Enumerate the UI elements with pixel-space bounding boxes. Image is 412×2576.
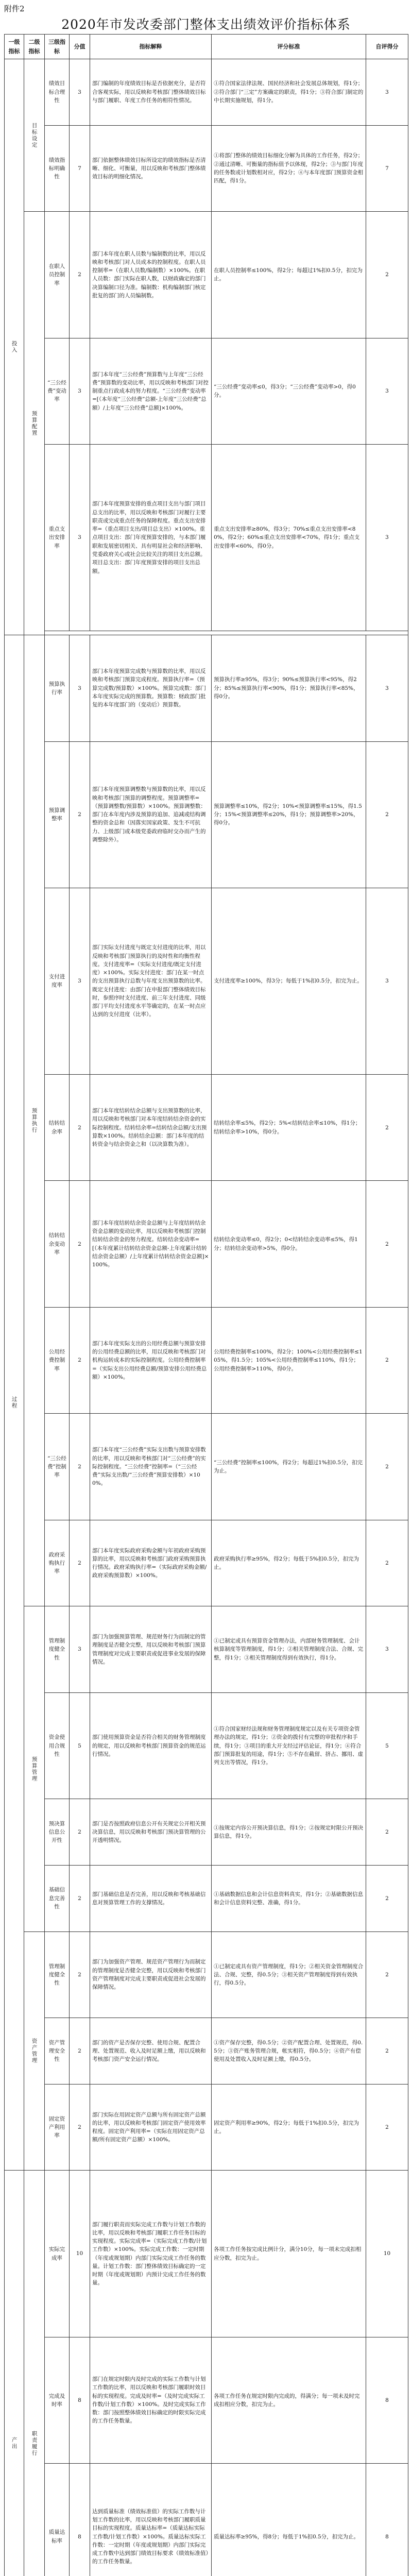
level3-cell: 固定资产利用率 (45, 2084, 70, 2171)
level3-cell: 在职人员控制率 (45, 212, 70, 338)
standard-cell: ①已制定或具有预算资金管理办法，内部财务管理制度、会计核算制度等管理制度，得1分；②相关管理制度合法、合规、完整，得1分；③相关管理制度得到有效执行，得1分。 (212, 1606, 366, 1693)
standard-cell: ①符合国家财经法规和财务管理制度规定以及有关专项资金管理办法的规定，得1分；②资金的拨付有完整的审批程序和手续，得1分；③项目的重大开支经过评估论证，得1分；④符合部门预算批复的用途，得1分；⑤不存在截留、挤占、挪用、虚列支出等情况，得1分。 (212, 1692, 366, 1799)
standard-cell: 各项工作任务在规定时限内完成的，得满分；每一项未及时完成扣相应分数，扣完为止。 (212, 2337, 366, 2463)
level2-asset-management: 资产管理 (24, 1931, 45, 2171)
level2-budget-execution: 预算执行 (24, 635, 45, 1606)
table-row (5, 59, 408, 126)
score-cell: 2 (366, 1866, 408, 1932)
table-row (5, 635, 408, 741)
table-row (5, 212, 408, 338)
standard-cell: 固定资产利用率≥90%，得2分；每低于1%扣0.5分，扣完为止。 (212, 2084, 366, 2171)
table-row (5, 1075, 408, 1181)
level3-cell: 基础信息完善性 (45, 1866, 70, 1932)
level3-cell: 预决算信息公开性 (45, 1799, 70, 1866)
score-cell: 2 (366, 1520, 408, 1606)
weight-cell: 2 (70, 1414, 90, 1520)
table-row (5, 741, 408, 888)
standard-cell: 结转结余率≤5%，得2分；5%<结转结余率≤10%，得1分；结转结余率>10%，得0分。 (212, 1075, 366, 1181)
level3-cell: 公用经费控制率 (45, 1307, 70, 1413)
description-cell: 部门为加强预算管理、规范财务行为而制定的管理制度是否健全完整，用以反映和考核部门预算管理制度对完成主要职责或促进事业发展的保障情况。 (90, 1606, 212, 1693)
standard-cell: 结转结余变动率≤0，得2分；0<结转结余变动率≤5%，得1分；结转结余变动率>5%，得0分。 (212, 1181, 366, 1307)
score-cell: 3 (366, 635, 408, 741)
weight-cell: 2 (70, 1931, 90, 2018)
standard-cell: ①按规定内容公开预决算信息，得1分；②按规定时限公开预决算信息，得1分。 (212, 1799, 366, 1866)
header-weight: 分值 (70, 35, 90, 59)
level3-cell: 实际完成率 (45, 2171, 70, 2337)
header-description: 指标解释 (90, 35, 212, 59)
table-row (5, 2464, 408, 2576)
weight-cell: 2 (70, 1866, 90, 1932)
score-cell: 10 (366, 2171, 408, 2337)
score-cell: 3 (366, 338, 408, 444)
level3-cell: 管理制度健全性 (45, 1931, 70, 2018)
standard-cell: 支付进度率≥100%，得3分；每低于1%扣0.5分，扣完为止。 (212, 888, 366, 1074)
level1-process: 过程 (5, 635, 24, 2171)
standard-cell: 在职人员控制率≤100%，得2分；每超过1%扣0.5分，扣完为止。 (212, 212, 366, 338)
score-cell: 2 (366, 741, 408, 888)
level1-output: 产出 (5, 2171, 24, 2576)
score-cell: 2 (366, 212, 408, 338)
description-cell: 部门编制的年度绩效目标是否依据充分，是否符合客观实际，用以反映和考核部门整体绩效目标与部门履职、年度工作任务的相符性情况。 (90, 59, 212, 126)
weight-cell: 2 (70, 1520, 90, 1606)
table-row (5, 1799, 408, 1866)
table-row (5, 2337, 408, 2463)
attachment-label: 附件2 (4, 4, 25, 13)
score-cell: 8 (366, 2337, 408, 2463)
level2-duty-performance: 职责履行 (24, 2171, 45, 2576)
level3-cell: 预算调整率 (45, 741, 70, 888)
description-cell: 部门依据整体绩效目标所设定的绩效指标是否清晰、细化、可衡量，用以反映和考核部门整体绩效目标的明细化情况。 (90, 125, 212, 212)
level3-cell: 预算执行率 (45, 635, 70, 741)
level3-cell: 结转结余率 (45, 1075, 70, 1181)
table-row (5, 1606, 408, 1693)
table-row (5, 888, 408, 1074)
table-row (5, 1931, 408, 2018)
standard-cell: 重点支出安排率≥80%，得3分；70%≤重点支出安排率<80%，得2分；60%≤重点支出安排率<70%，得1分；重点支出安排率<60%，得0分。 (212, 445, 366, 631)
description-cell: 部门为加强资产管理、规范资产管理行为而制定的管理制度是否健全完整，用以反映和考核部门资产管理制度对完成主要职责或促进社会发展的保障情况。 (90, 1931, 212, 2018)
standard-cell: 预算执行率≥95%，得3分；90%≤预算执行率<95%，得2分；85%≤预算执行率<90%，得1分；预算执行率<85%，得0分。 (212, 635, 366, 741)
score-cell: 2 (366, 1931, 408, 2018)
level3-cell: 支付进度率 (45, 888, 70, 1074)
standard-cell: “三公经费”控制率≤100%，得2分；每超过1%扣0.5分，扣完为止。 (212, 1414, 366, 1520)
level3-cell: 资金使用合规性 (45, 1692, 70, 1799)
score-cell: 3 (366, 445, 408, 631)
weight-cell: 3 (70, 59, 90, 126)
level3-cell: 绩效目标合理性 (45, 59, 70, 126)
level3-cell: 完成及时率 (45, 2337, 70, 2463)
standard-cell: ①将部门整体的绩效目标细化分解为具体的工作任务，得2分；②通过清晰、可衡量的指标值予以体现，得2分；③与部门年度的任务数或计划数相对应，得2分；④与本年度部门预算资金相匹配，得1分。 (212, 125, 366, 212)
description-cell: 部门本年度结转结余资金总额与上年度结转结余资金总额的变动比率，用以反映和考核部门控制结转结余资金的努力程度。结转结余变动率=[（本年度累计结转结余资金总额-上年度累计结转结余资金总额）/上年度累计结转结余资金总额]×100%。 (90, 1181, 212, 1307)
score-cell: 2 (366, 1075, 408, 1181)
table-row (5, 2171, 408, 2337)
weight-cell: 2 (70, 1307, 90, 1413)
table-row (5, 445, 408, 631)
score-cell: 3 (366, 59, 408, 126)
description-cell: 部门本年度在职人员数与编制数的比率，用以反映和考核部门对人员成本的控制程度。在职人员控制率=（在职人员数/编制数）×100%。在职人员数：部门实际在职人数，以财政确定的部门决算编制口径为准。编制数：机构编制部门核定批复的部门的人员编制数。 (90, 212, 212, 338)
weight-cell: 5 (70, 1692, 90, 1799)
weight-cell: 10 (70, 2171, 90, 2337)
table-row (5, 2084, 408, 2171)
score-cell: 7 (366, 125, 408, 212)
description-cell: 部门的资产是否保存完整、使用合规、配置合理、处置规范、收入及时足额上缴，用以反映和考核部门资产安全运行情况。 (90, 2018, 212, 2084)
weight-cell: 3 (70, 338, 90, 444)
standard-cell: ①基础数据信息和会计信息资料真实，得1分；②基础数据信息和会计信息资料完整、准确，得1分。 (212, 1866, 366, 1932)
weight-cell: 2 (70, 2084, 90, 2171)
weight-cell: 2 (70, 741, 90, 888)
description-cell: 部门本年度结转结余总额与支出预算数的比率，用以反映和考核部门对本年度结转结余资金的实际控制程度。结转结余率=结转结余总额/支出预算数×100%。结转结余总额：部门本年度的结转资金与结余资金之和（以决算数为准）。 (90, 1075, 212, 1181)
header-level3: 三级指标 (45, 35, 70, 59)
table-row (5, 2018, 408, 2084)
description-cell: 部门在规定时限内及时完成的实际工作数与计划工作数的比率，用以反映和考核部门履职时效目标的实现程度。完成及时率=（及时完成实际工作数/计划工作数）×100%。及时完成实际工作数：部门按照整体绩效目标确定的时限实际完成的工作任务数量。 (90, 2337, 212, 2463)
score-cell: 2 (366, 1414, 408, 1520)
score-cell: 5 (366, 1692, 408, 1799)
weight-cell: 8 (70, 2337, 90, 2463)
description-cell: 部门本年度预算完成数与预算数的比率，用以反映和考核部门预算完成程度。预算执行率=（预算完成数/预算数）×100%。预算完成数：部门本年度实际完成的预算数。预算数：财政部门批复的本年度部门的（变动后）预算数。 (90, 635, 212, 741)
level2-budget-management: 预算管理 (24, 1606, 45, 1931)
standard-cell: 各项工作任务按完成比例计分，满分10分，每一项未完成扣相应分数，扣完为止。 (212, 2171, 366, 2337)
score-cell: 3 (366, 1606, 408, 1693)
standard-cell: “三公经费”变动率≤0，得3分；“三公经费”变动率>0，得0分。 (212, 338, 366, 444)
table-row (5, 1414, 408, 1520)
weight-cell: 2 (70, 212, 90, 338)
document-title: 2020年市发改委部门整体支出绩效评价指标体系 (61, 17, 351, 32)
table-row (5, 1692, 408, 1799)
standard-cell: ①符合国家法律法规、国民经济和社会发展总体规划，得1分；②符合部门“三定”方案确定的职责，得1分；③符合部门制定的中长期实施规划，得1分。 (212, 59, 366, 126)
description-cell: 部门本年度预算安排的重点项目支出与部门项目总支出的比率，用以反映和考核部门对履行主要职责或完成重点任务的保障程度。重点支出安排率=（重点项目支出/项目总支出）×100%。重点项目支出：部门年度预算安排的，与本部门履职和发展密切相关、具有明显社会和经济影响、党委政府关心或社会比较关注的项目支出总额。项目总支出：部门年度预算安排的项目支出总额。 (90, 445, 212, 631)
level3-cell: 结转结余变动率 (45, 1181, 70, 1307)
header-score: 自评得分 (366, 35, 408, 59)
score-cell: 2 (366, 1181, 408, 1307)
weight-cell: 3 (70, 888, 90, 1074)
description-cell: 部门实际支付进度与既定支付进度的比率，用以反映和考核部门预算执行的及时性和均衡性程度。支付进度率=（实际支付进度/既定支付进度）×100%。实际支付进度：部门在某一时点的支出预算执行总数与年度支出预算数的比率。既定支付进度：由部门在申报部门整体绩效目标时，参照序时支付进度、前三年支付进度、同级部门平均支付进度水平等确定的，在某一时点应达到的支付进度（比率）。 (90, 888, 212, 1074)
description-cell: 部门本年度预算调整数与预算数的比率，用以反映和考核部门预算的调整程度。预算调整率=（预算调整数/预算数）×100%。预算调整数：部门在本年度内涉及预算的追加、追减或结构调整的资金总和（因落实国家政策、发生不可抗力、上级部门或本级党委政府临时交办而产生的调整除外）。 (90, 741, 212, 888)
header-level1: 一级指标 (5, 35, 24, 59)
level3-cell: 重点支出安排率 (45, 445, 70, 631)
table-row (5, 1866, 408, 1932)
level3-cell: 资产管理安全性 (45, 2018, 70, 2084)
score-cell: 2 (366, 2084, 408, 2171)
standard-cell: 公用经费控制率≤100%，得2分；100%<公用经费控制率≤105%，得1.5分；105%<公用经费控制率≤110%，得1分；公用经费控制率>110%，得0分。 (212, 1307, 366, 1413)
description-cell: 部门使用预算资金是否符合相关的财务管理制度的规定，用以反映和考核部门预算资金的规范运行情况。 (90, 1692, 212, 1799)
description-cell: 部门本年度“三公经费”预算数与上年度“三公经费”预算数的变动比率，用以反映和考核部门对控制重点行政成本的努力程度。“三公经费”变动率=[（本年度“三公经费”总额-上年度“三公经费”总额）/上年度“三公经费”总额]×100%。 (90, 338, 212, 444)
weight-cell: 3 (70, 635, 90, 741)
weight-cell: 7 (70, 125, 90, 212)
description-cell: 部门实际在用固定资产总额与所有固定资产总额的比率，用以反映和考核部门固定资产使用效率程度。固定资产利用率=（实际在用固定资产总额/所有固定资产总额）×100%。 (90, 2084, 212, 2171)
weight-cell: 2 (70, 2018, 90, 2084)
level3-cell: “三公经费”变动率 (45, 338, 70, 444)
table-row (5, 1307, 408, 1413)
table-row (5, 1181, 408, 1307)
score-cell: 2 (366, 1799, 408, 1866)
description-cell: 部门是否按照政府信息公开有关规定公开相关预决算信息，用以反映和考核部门预决算管理的公开透明情况。 (90, 1799, 212, 1866)
level3-cell: 管理制度健全性 (45, 1606, 70, 1693)
standard-cell: ①资产保存完整，得0.5分；②资产配置合理、处置规范，得0.5分；③资产账务管理合规，帐实相符，得0.5分；④资产有偿使用及处置收入及时足额上缴，得0.5分。 (212, 2018, 366, 2084)
header-standard: 评分标准 (212, 35, 366, 59)
standard-cell: 预算调整率≤10%，得2分；10%<预算调整率≤15%，得1.5分；15%<预算调整率≤20%，得1分；预算调整率>20%，得0分。 (212, 741, 366, 888)
level2-target-setting: 目标设定 (24, 59, 45, 212)
standard-cell: ①已制定或具有资产管理制度，得1分；②相关资金管理制度合法、合规、完整，得0.5分；③相关资产管理制度得到有效执行，得0.5分。 (212, 1931, 366, 2018)
weight-cell: 2 (70, 1075, 90, 1181)
description-cell: 部门本年度实际支出的公用经费总额与预算安排的公用经费总额的比率，用以反映和考核部门对机构运转成本的实际控制程度。公用经费控制率=（实际支出公用经费总额/预算安排公用经费总额）×100%。 (90, 1307, 212, 1413)
indicator-table (4, 34, 408, 2576)
weight-cell: 8 (70, 2464, 90, 2576)
score-cell: 3 (366, 888, 408, 1074)
score-cell: 8 (366, 2464, 408, 2576)
description-cell: 达到质量标准（绩效标准值）的实际工作数与计划工作数的比率，用以反映和考核部门履职质量目标的实现程度。质量达标率=（质量达标实际工作数/计划工作数）×100%。质量达标实际工作数：一定时期（年度或规划期）内部门实际完成工作数中达到部门绩效目标要求（绩效标准值）的工作任务数量。 (90, 2464, 212, 2576)
description-cell: 部门履行职责而实际完成工作数与计划工作数的比率，用以反映和考核部门履职工作任务目标的实现程度。实际完成率=（实际完成工作数/计划工作数）×100%。实际完成工作数：一定时期（年度或规划期）内部门实际完成工作任务的数量。计划工作数：部门整体绩效目标确定的一定时期（年度或规划期）内预计完成工作任务的数量。 (90, 2171, 212, 2337)
standard-cell: 政府采购执行率≥95%，得2分；每低于5%扣0.5分，扣完为止。 (212, 1520, 366, 1606)
table-row (5, 125, 408, 212)
level3-cell: 政府采购执行率 (45, 1520, 70, 1606)
level1-input: 投入 (5, 59, 24, 635)
score-cell: 2 (366, 1307, 408, 1413)
description-cell: 部门本年度实际政府采购金额与年初政府采购预算的比率，用以反映和考核部门政府采购预算执行情况。政府采购执行率=（实际政府采购金额/政府采购预算数）×100%。 (90, 1520, 212, 1606)
level3-cell: “三公经费”控制率 (45, 1414, 70, 1520)
description-cell: 部门基础信息是否完善，用以反映和考核基础信息对预算管理工作的支撑情况。 (90, 1866, 212, 1932)
description-cell: 部门本年度“三公经费”实际支出数与预算安排数的比率，用以反映和考核部门对“三公经费”的实际控制程度。“三公经费”控制率=（“三公经费”实际支出数/“三公经费”预算安排数）×100%。 (90, 1414, 212, 1520)
weight-cell: 2 (70, 1181, 90, 1307)
level3-cell: 质量达标率 (45, 2464, 70, 2576)
score-cell: 2 (366, 2018, 408, 2084)
standard-cell: 质量达标率≥95%，得8分；每低于1%扣0.5分，扣完为止。 (212, 2464, 366, 2576)
header-level2: 二级指标 (24, 35, 45, 59)
table-row (5, 338, 408, 444)
weight-cell: 3 (70, 445, 90, 631)
table-row (5, 1520, 408, 1606)
weight-cell: 2 (70, 1799, 90, 1866)
weight-cell: 3 (70, 1606, 90, 1693)
table-header-row (5, 35, 408, 59)
level3-cell: 绩效指标明确性 (45, 125, 70, 212)
level2-budget-allocation: 预算配置 (24, 212, 45, 635)
